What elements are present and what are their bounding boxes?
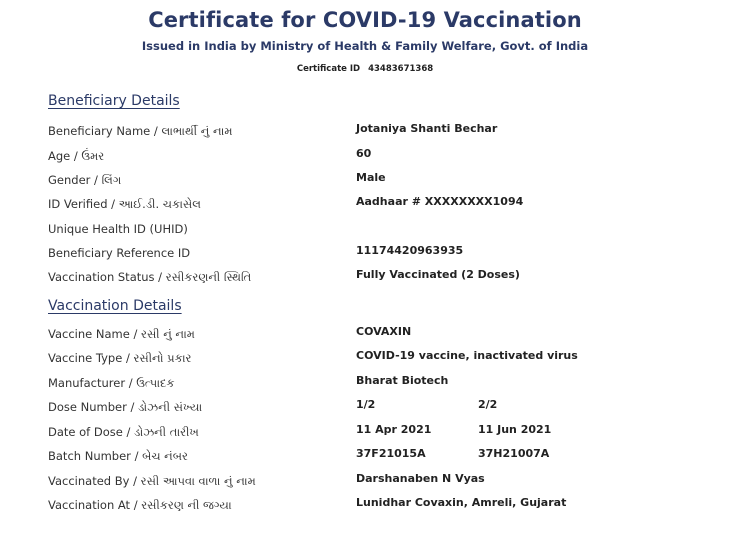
field-value: COVAXIN: [356, 325, 412, 338]
dose-1-value: 1/2: [356, 398, 376, 411]
manufacturer-row: [48, 376, 688, 394]
certificate-id-value: 43483671368: [368, 64, 434, 74]
field-label: Date of Dose / ડોઝની તારીખ: [48, 425, 199, 439]
field-label: Vaccine Type / રસીનો પ્રકાર: [48, 351, 192, 365]
dose-2-value: 11 Jun 2021: [478, 423, 552, 436]
field-label: ID Verified / આઈ.ડી. ચકાસેલ: [48, 197, 201, 211]
field-value: Fully Vaccinated (2 Doses): [356, 268, 520, 281]
field-value: Jotaniya Shanti Bechar: [356, 122, 498, 135]
dose-2-value: 2/2: [478, 398, 498, 411]
vaccination-details-heading: Vaccination Details: [48, 298, 182, 314]
field-label: Batch Number / બેચ નંબર: [48, 449, 188, 463]
dose-1-value: 11 Apr 2021: [356, 423, 432, 436]
certificate-subtitle: Issued in India by Ministry of Health & Family Welfare, Govt. of India: [141, 39, 589, 53]
vaccine-type-row: [48, 351, 688, 369]
field-value: 11174420963935: [356, 244, 464, 257]
dose-1-value: 37F21015A: [356, 447, 426, 460]
gender-row: [48, 173, 688, 191]
field-label: Age / ઉંમર: [48, 149, 105, 163]
vaccination-status-row: [48, 270, 688, 288]
field-label: Vaccination Status / રસીકરણની સ્થિતિ: [48, 270, 252, 284]
field-label: Dose Number / ડોઝની સંખ્યા: [48, 400, 203, 414]
field-label: Vaccine Name / રસી નું નામ: [48, 327, 195, 341]
field-label: Unique Health ID (UHID): [48, 222, 188, 236]
uhid-row: [48, 222, 688, 240]
vaccinated-by-row: [48, 474, 688, 492]
date-of-dose-row: [48, 425, 688, 443]
field-value: Bharat Biotech: [356, 374, 449, 387]
age-row: [48, 149, 688, 167]
batch-number-row: [48, 449, 688, 467]
beneficiary-name-row: [48, 124, 688, 142]
field-value: 60: [356, 147, 372, 160]
field-value: Aadhaar # XXXXXXXX1094: [356, 195, 524, 208]
field-label: Manufacturer / ઉત્પાદક: [48, 376, 175, 390]
field-value: Darshanaben N Vyas: [356, 472, 485, 485]
field-value: Male: [356, 171, 386, 184]
vaccine-name-row: [48, 327, 688, 345]
beneficiary-reference-row: [48, 246, 688, 264]
dose-2-value: 37H21007A: [478, 447, 550, 460]
id-verified-row: [48, 197, 688, 215]
field-label: Beneficiary Name / લાભાર્થી નું નામ: [48, 124, 233, 138]
certificate-title: Certificate for COVID-19 Vaccination: [148, 8, 582, 32]
field-label: Vaccinated By / રસી આપવા વાળા નું નામ: [48, 474, 256, 488]
certificate-id-label: Certificate ID: [296, 64, 361, 74]
field-label: Beneficiary Reference ID: [48, 246, 191, 260]
field-label: Gender / લિંગ: [48, 173, 122, 187]
vaccination-at-row: [48, 498, 688, 516]
field-value: COVID-19 vaccine, inactivated virus: [356, 349, 578, 362]
field-label: Vaccination At / રસીકરણ ની જગ્યા: [48, 498, 232, 512]
certificate-id: [0, 64, 730, 74]
beneficiary-details-heading: Beneficiary Details: [48, 93, 180, 109]
field-value: Lunidhar Covaxin, Amreli, Gujarat: [356, 496, 567, 509]
dose-number-row: [48, 400, 688, 418]
